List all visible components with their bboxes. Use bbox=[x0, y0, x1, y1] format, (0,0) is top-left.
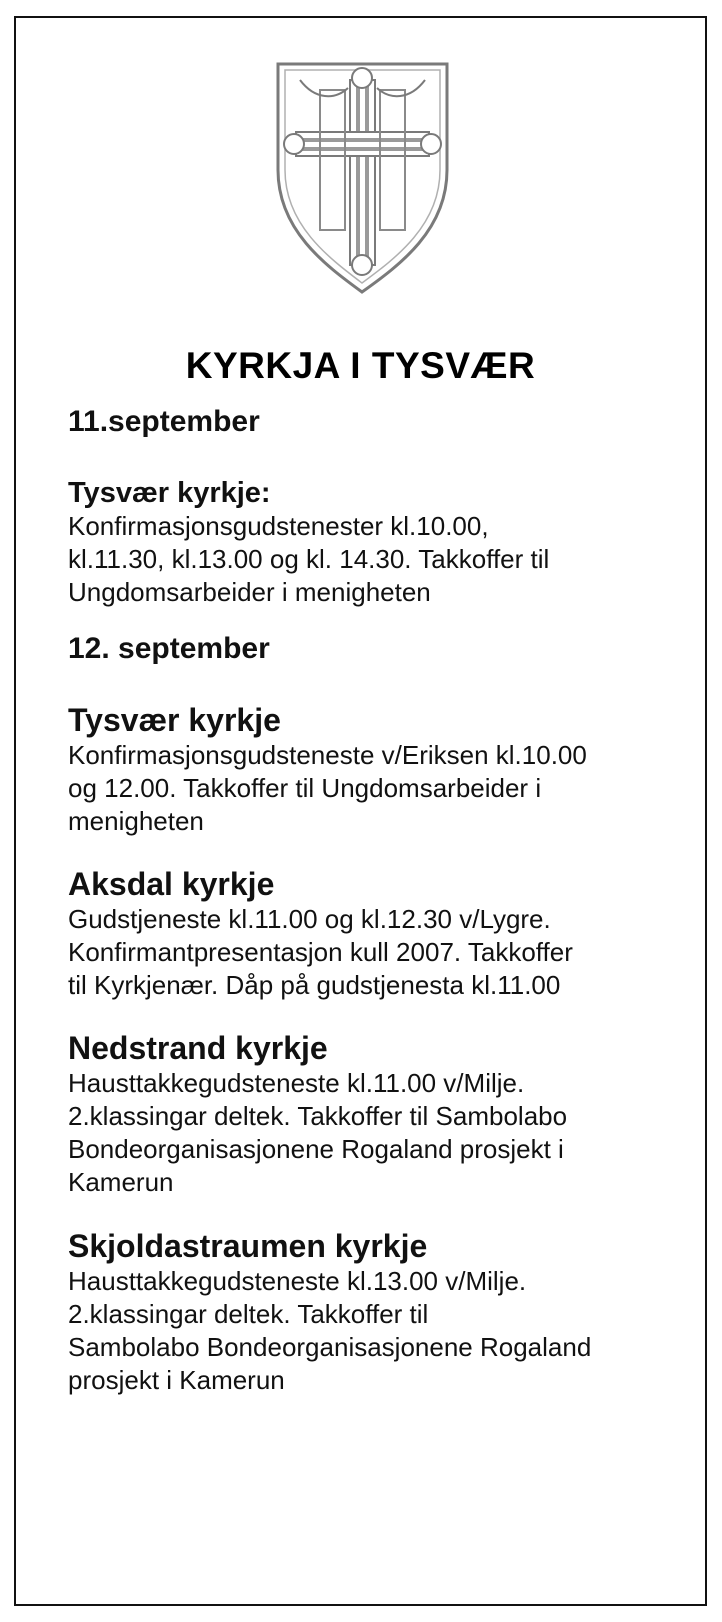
service-line: og 12.00. Takkoffer til Ungdomsarbeider i bbox=[68, 773, 542, 803]
modern-church-photo-icon bbox=[18, 1455, 155, 1588]
service-line: prosjekt i Kamerun bbox=[68, 1365, 285, 1395]
white-tower-church-photo-icon bbox=[429, 1455, 566, 1588]
service-line: Hausttakkegudsteneste kl.13.00 v/Milje. bbox=[68, 1266, 527, 1296]
service-line: Sambolabo Bondeorganisasjonene Rogaland bbox=[68, 1332, 592, 1362]
service-line: til Kyrkjenær. Dåp på gudstjenesta kl.11.00 bbox=[68, 970, 561, 1000]
service-line: Bondeorganisasjonene Rogaland prosjekt i bbox=[68, 1134, 564, 1164]
church-shield-cross-icon bbox=[270, 60, 455, 300]
service-block bbox=[68, 1029, 679, 1199]
church-photo-strip bbox=[18, 1455, 703, 1588]
date-text: 12. september bbox=[68, 632, 270, 665]
date-text: 11.september bbox=[68, 405, 260, 438]
service-block bbox=[68, 1227, 679, 1397]
date-heading bbox=[68, 630, 679, 668]
white-church-photo-icon bbox=[155, 1455, 292, 1588]
service-line: Ungdomsarbeider i menigheten bbox=[68, 577, 431, 607]
church-name: Tysvær kyrkje bbox=[68, 702, 281, 738]
advert-frame bbox=[14, 16, 707, 1606]
service-line: Konfirmasjonsgudsteneste v/Eriksen kl.10.00 bbox=[68, 740, 587, 770]
service-line: 2.klassingar deltek. Takkoffer til bbox=[68, 1299, 429, 1329]
service-line: kl.11.30, kl.13.00 og kl. 14.30. Takkoffer til bbox=[68, 544, 550, 574]
page-title: KYRKJA I TYSVÆR bbox=[185, 345, 536, 386]
church-name: Nedstrand kyrkje bbox=[68, 1030, 328, 1066]
service-block bbox=[68, 865, 679, 1002]
wooden-church-photo-icon bbox=[292, 1455, 429, 1588]
date-heading bbox=[68, 403, 679, 441]
service-line: 2.klassingar deltek. Takkoffer til Sambolabo bbox=[68, 1101, 568, 1131]
hillside-church-photo-icon bbox=[566, 1455, 703, 1588]
service-line: Hausttakkegudsteneste kl.11.00 v/Milje. bbox=[68, 1068, 525, 1098]
service-line: Konfirmantpresentasjon kull 2007. Takkoffer bbox=[68, 937, 573, 967]
service-line: Konfirmasjonsgudstenester kl.10.00, bbox=[68, 511, 489, 541]
church-name: Tysvær kyrkje: bbox=[68, 477, 271, 509]
service-block bbox=[68, 476, 679, 609]
service-line: Gudstjeneste kl.11.00 og kl.12.30 v/Lygre. bbox=[68, 904, 551, 934]
church-name: Aksdal kyrkje bbox=[68, 866, 275, 902]
service-line: menigheten bbox=[68, 806, 204, 836]
service-block bbox=[68, 701, 679, 838]
service-line: Kamerun bbox=[68, 1167, 174, 1197]
church-name: Skjoldastraumen kyrkje bbox=[68, 1228, 428, 1264]
